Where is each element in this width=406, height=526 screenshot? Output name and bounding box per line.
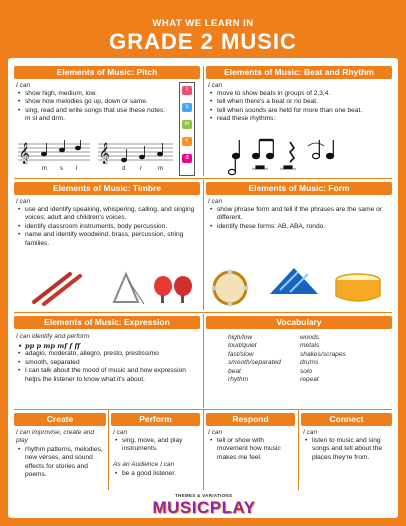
beat-section: [206, 66, 392, 176]
create-intro: I can improvise, create and play: [16, 429, 95, 445]
respond-section: [206, 413, 295, 491]
melody-staff-icon: [18, 140, 173, 164]
list-item: • sing, read and write songs that use these notes: m sl and drm.: [16, 107, 171, 124]
vocab-term: rhythm: [228, 376, 249, 384]
perform-title: Perform: [111, 413, 200, 426]
vocab-term: solo: [300, 367, 313, 375]
form-title: Elements of Music: Form: [206, 182, 392, 195]
vocab-term: beat: [228, 367, 241, 375]
expression-section: [14, 316, 200, 408]
divider: [108, 410, 109, 490]
list-item: • tell or show with movement how music makes me feel.: [208, 437, 294, 462]
list-item: • show high, medium, low.: [16, 90, 171, 98]
form-list: [208, 206, 390, 231]
syllable: r: [140, 166, 142, 172]
svg-text:𝄞: 𝄞: [99, 143, 110, 164]
pitch-section: [14, 66, 200, 176]
ladder-rung: r: [182, 137, 192, 146]
ladder-rung: s: [182, 103, 192, 112]
divider: [203, 314, 204, 408]
expression-list: [16, 342, 196, 384]
xylophone-icon: [266, 262, 322, 302]
list-item: • use and identify speaking, whispering, calling, and singing voices; adult and children's voices.: [16, 206, 196, 223]
vocab-term: repeat: [300, 376, 319, 384]
syllable: m: [42, 166, 47, 172]
form-intro: I can: [208, 198, 223, 205]
connect-list: [303, 437, 391, 462]
timbre-title: Elements of Music: Timbre: [14, 182, 200, 195]
tambourine-icon: [210, 268, 250, 308]
triangle-icon: [106, 270, 146, 306]
rhythm-notation-icon: [226, 136, 376, 176]
list-item: • identify these forms: AB, ABA, rondo.: [208, 223, 390, 231]
syllable: d: [122, 166, 126, 172]
beat-title: Elements of Music: Beat and Rhythm: [206, 66, 392, 79]
list-item: • read these rhythms:: [208, 115, 392, 123]
create-title: Create: [14, 413, 106, 426]
logo-tagline: THEMES & VARIATIONS: [175, 493, 233, 498]
perform-list: [113, 437, 199, 454]
rhythm-sticks-icon: [30, 270, 90, 306]
ladder-rung: d: [182, 154, 192, 163]
ladder-rung: m: [182, 120, 192, 129]
list-item: • tell when there's a beat or no beat.: [208, 98, 392, 106]
page-title: GRADE 2 MUSIC: [109, 29, 297, 54]
syllable: m: [158, 166, 163, 172]
drum-icon: [332, 272, 384, 304]
syllable: l: [76, 166, 78, 172]
svg-text:𝄞: 𝄞: [19, 143, 30, 164]
divider: [14, 178, 392, 179]
form-section: [206, 182, 392, 310]
expression-title: Elements of Music: Expression: [14, 316, 200, 329]
logo-wordmark: MUSICPLAY: [152, 498, 256, 517]
respond-intro: I can: [208, 429, 223, 436]
expression-intro: I can identify and perform: [16, 333, 90, 340]
list-item: • sing, move, and play instruments.: [113, 437, 199, 454]
header-subtitle: WHAT WE LEARN IN: [152, 18, 254, 29]
vocab-term: woods: [300, 334, 320, 341]
list-item: • listen to music and sing songs and tell about the places they're from.: [303, 437, 391, 462]
respond-list: [208, 437, 294, 462]
timbre-list: [16, 206, 196, 248]
list-item: • identify classroom instruments, body percussion.: [16, 223, 196, 231]
respond-title: Respond: [206, 413, 295, 426]
list-item: • tell when sounds are held for more than one beat.: [208, 107, 392, 115]
divider: [14, 312, 392, 313]
beat-intro: I can: [208, 82, 223, 89]
beat-list: [208, 90, 392, 124]
pitch-title: Elements of Music: Pitch: [14, 66, 200, 79]
pitch-intro: I can: [16, 82, 31, 89]
audience-intro: As an Audience I can: [113, 461, 175, 468]
pitch-list: [16, 90, 171, 124]
list-item: • smooth, separated: [16, 359, 196, 367]
maracas-icon: [150, 274, 196, 304]
vocab-term: fast/slow: [228, 350, 254, 358]
list-item: • I can talk about the mood of music and how expression helps the listener to know what it's about.: [16, 367, 196, 384]
list-item: • be a good listener.: [113, 470, 199, 478]
vocab-term: smooth/separated: [228, 359, 281, 367]
vocab-term: drums: [300, 359, 319, 367]
timbre-section: [14, 182, 200, 310]
syllable: s: [60, 166, 63, 172]
divider: [203, 66, 204, 176]
list-item: • adagio, moderato, allegro, presto, prestissimo: [16, 350, 196, 358]
connect-section: [301, 413, 392, 491]
audience-list: [113, 470, 199, 478]
ladder-rung: l: [182, 86, 192, 95]
footer-logo: [145, 493, 263, 519]
vocabulary-column-1: [228, 334, 281, 384]
perform-section: [111, 413, 200, 491]
dynamics-list-item: • pp p mp mf f ff: [16, 342, 196, 350]
list-item: • move to show beats in groups of 2,3,4.: [208, 90, 392, 98]
list-item: • show how melodies go up, down or same.: [16, 98, 171, 106]
vocab-term: metals: [300, 342, 320, 350]
divider: [203, 410, 204, 490]
divider: [298, 410, 299, 490]
connect-intro: I can: [303, 429, 318, 436]
solfege-ladder: [179, 82, 195, 176]
create-list: [16, 446, 106, 480]
vocabulary-section: [206, 316, 392, 408]
create-section: [14, 413, 106, 491]
vocabulary-column-2: [300, 334, 346, 384]
timbre-intro: I can: [16, 198, 31, 205]
list-item: • name and identify woodwind, brass, percussion, string families.: [16, 231, 196, 248]
divider: [203, 180, 204, 310]
perform-intro: I can: [113, 429, 128, 436]
vocab-term: shakes/scrapes: [300, 350, 346, 358]
vocab-term: loud/quiet: [228, 342, 257, 350]
connect-title: Connect: [301, 413, 392, 426]
vocabulary-title: Vocabulary: [206, 316, 392, 329]
vocab-term: high/low: [228, 334, 253, 341]
list-item: • show phrase form and tell if the phrases are the same or different.: [208, 206, 390, 223]
list-item: • rhythm patterns, melodies, new verses, and sound effects for stories and poems.: [16, 446, 106, 480]
